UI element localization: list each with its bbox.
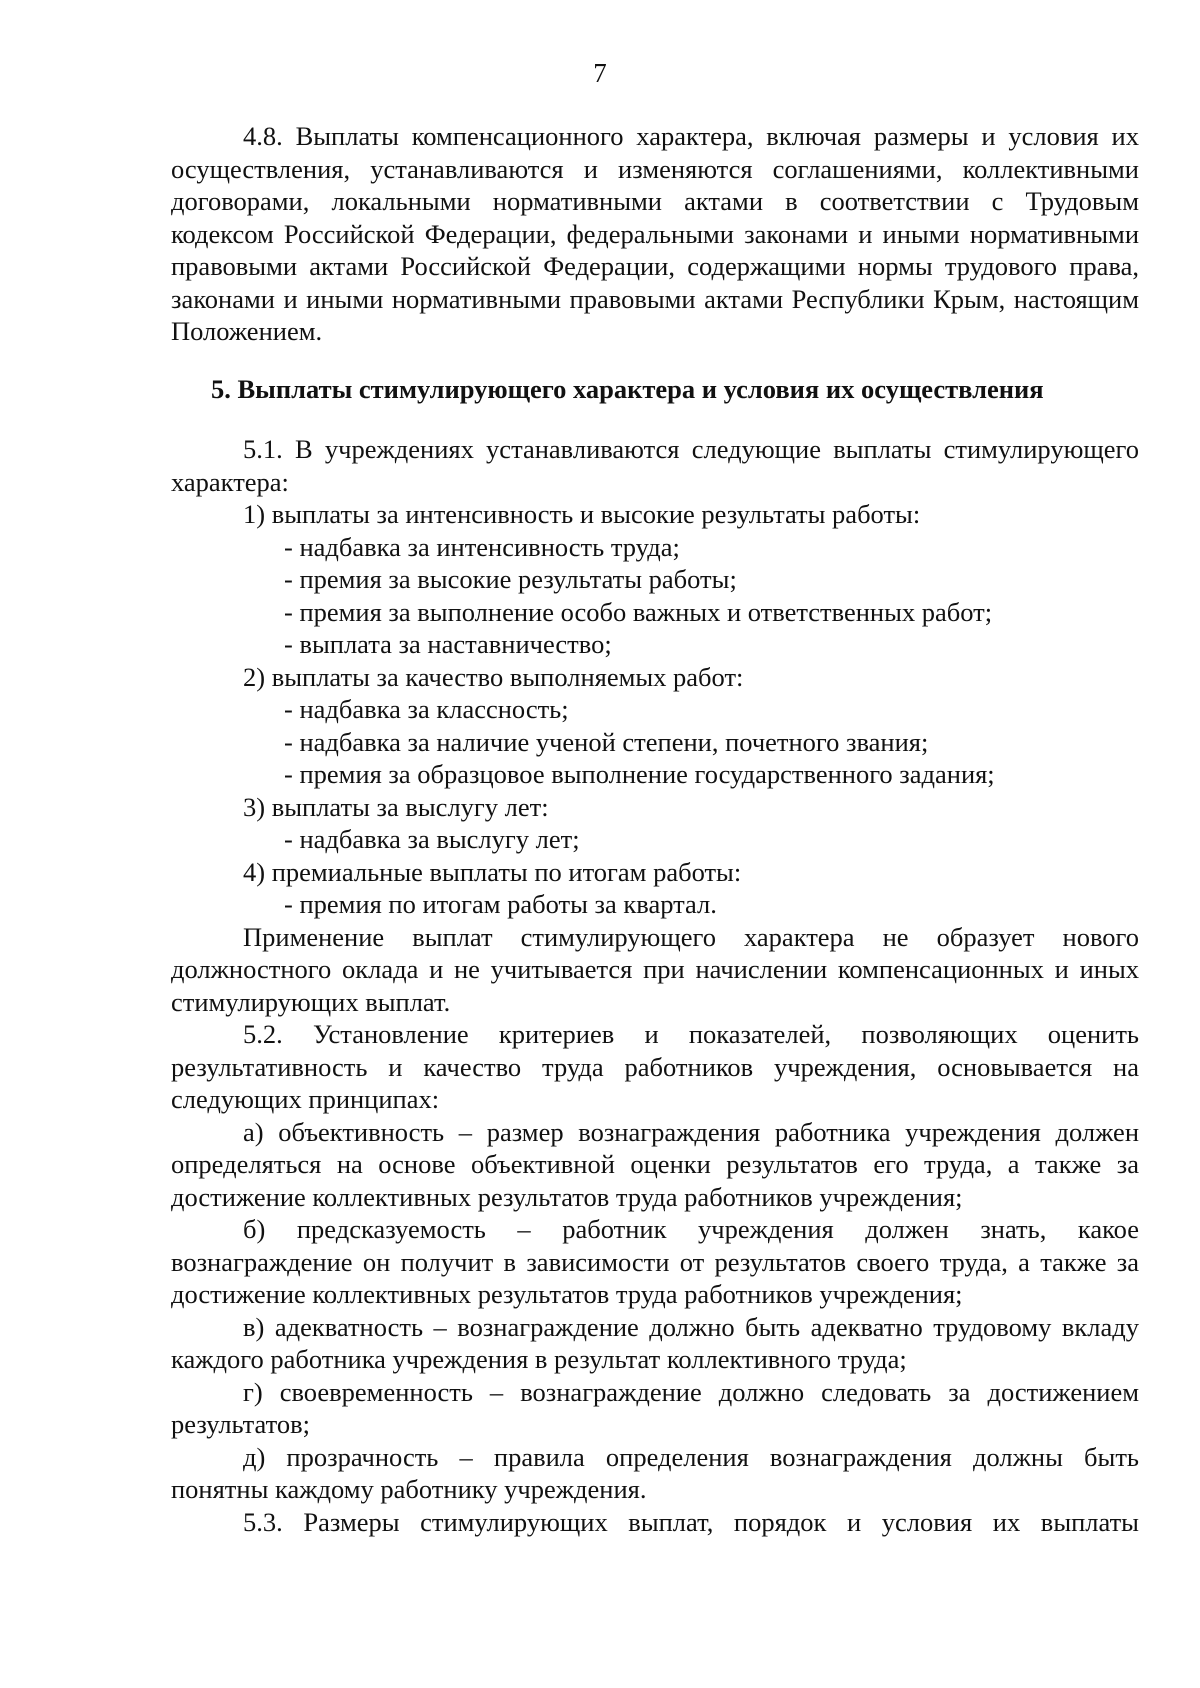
paragraph-5-3: 5.3. Размеры стимулирующих выплат, порядок и условия их выплаты	[243, 1506, 1139, 1537]
list-group-label: 2) выплаты за качество выполняемых работ:	[243, 661, 744, 692]
list-item: - надбавка за интенсивность труда;	[284, 531, 680, 562]
paragraph-application: Применение выплат стимулирующего характера не образует нового должностного оклада и не учитывается при начислении компенсационных и иных стимулирующих выплат.	[171, 921, 1139, 1017]
list-group-label: 3) выплаты за выслугу лет:	[243, 791, 549, 822]
paragraph-5-2: 5.2. Установление критериев и показателей, позволяющих оценить результативность и качество труда работников учреждения, основывается на следующих принципах:	[171, 1019, 1139, 1114]
document-body	[171, 120, 1139, 1538]
page-number: 7	[593, 58, 607, 88]
list-group-label: 1) выплаты за интенсивность и высокие результаты работы:	[243, 499, 921, 529]
principle-timeliness: г) своевременность – вознаграждение должно следовать за достижением результатов;	[171, 1376, 1139, 1439]
principle-objectivity: а) объективность – размер вознаграждения работника учреждения должен определяться на основе объективной оценки результатов его труда, а также за достижение коллективных результатов труда работников учреждения;	[171, 1116, 1139, 1212]
principle-transparency: д) прозрачность – правила определения вознаграждения должны быть понятны каждому работнику учреждения.	[171, 1441, 1139, 1504]
list-group-label: 4) премиальные выплаты по итогам работы:	[243, 856, 742, 887]
section-5-heading: 5. Выплаты стимулирующего характера и условия их осуществления	[211, 373, 1044, 404]
list-item: - выплата за наставничество;	[284, 629, 612, 659]
list-item: - надбавка за классность;	[284, 694, 569, 724]
paragraph-4-8: 4.8. Выплаты компенсационного характера, включая размеры и условия их осуществления, устанавливаются и изменяются соглашениями, коллективными договорами, локальными нормативными актами в соответствии с Трудовым кодексом Российской Федерации, федеральными законами и иными нормативными правовыми актами Российской Федерации, содержащими нормы трудового права, законами и иными нормативными правовыми актами Республики Крым, настоящим Положением.	[171, 121, 1139, 346]
list-item: - надбавка за наличие ученой степени, почетного звания;	[284, 726, 929, 757]
list-item: - премия за образцовое выполнение государственного задания;	[284, 759, 995, 789]
list-item: - надбавка за выслугу лет;	[284, 824, 580, 854]
list-item: - премия за выполнение особо важных и ответственных работ;	[284, 596, 993, 627]
payments-list	[171, 498, 1139, 921]
principle-adequacy: в) адекватность – вознаграждение должно быть адекватно трудовому вкладу каждого работника учреждения в результат коллективного труда;	[171, 1311, 1139, 1374]
paragraph-5-1: 5.1. В учреждениях устанавливаются следующие выплаты стимулирующего характера:	[171, 434, 1139, 497]
list-item: - премия за высокие результаты работы;	[284, 564, 737, 594]
principle-predictability: б) предсказуемость – работник учреждения должен знать, какое вознаграждение он получит в зависимости от результатов своего труда, а также за достижение коллективных результатов труда работников учреждения;	[171, 1214, 1139, 1309]
list-item: - премия по итогам работы за квартал.	[284, 889, 717, 919]
